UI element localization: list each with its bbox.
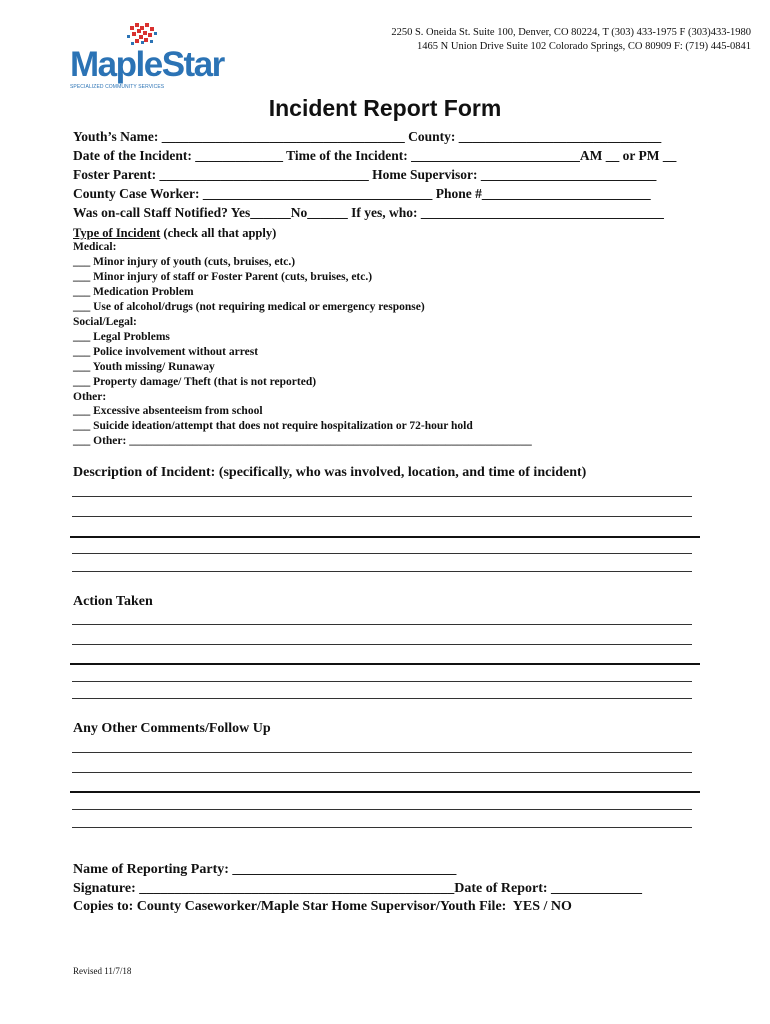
category-medical: Medical:: [73, 241, 117, 253]
checkbox-minor-injury-youth[interactable]: ___ Minor injury of youth (cuts, bruises, etc.): [73, 256, 296, 268]
checkbox-absenteeism[interactable]: ___ Excessive absenteeism from school: [73, 405, 263, 417]
revision-date: Revised 11/7/18: [73, 966, 132, 976]
checkbox-suicide-ideation[interactable]: ___ Suicide ideation/attempt that does not require hospitalization or 72-hour hold: [73, 420, 473, 432]
action-taken-line[interactable]: [72, 681, 692, 682]
checkbox-police-involvement[interactable]: ___ Police involvement without arrest: [73, 346, 259, 358]
logo-tagline: SPECIALIZED COMMUNITY SERVICES: [70, 84, 165, 90]
incident-type-heading-rest: (check all that apply): [160, 226, 277, 240]
checkbox-minor-injury-staff[interactable]: ___ Minor injury of staff or Foster Parent (cuts, bruises, etc.): [73, 271, 373, 283]
comments-line[interactable]: [70, 791, 700, 793]
category-other: Other:: [73, 391, 107, 403]
logo-wordmark: MapleStar: [70, 45, 224, 84]
on-call-staff-field[interactable]: Was on-call Staff Notified? Yes______No______ If yes, who: ____________________________________: [73, 205, 664, 220]
description-heading: Description of Incident: (specifically, who was involved, location, and time of incident): [73, 465, 587, 480]
comments-line[interactable]: [72, 752, 692, 753]
action-taken-heading: Action Taken: [73, 594, 153, 609]
foster-parent-supervisor-field[interactable]: Foster Parent: _______________________________ Home Supervisor: __________________________: [73, 167, 657, 182]
description-line[interactable]: [72, 496, 692, 497]
action-taken-line[interactable]: [72, 698, 692, 699]
description-line[interactable]: [72, 553, 692, 554]
description-line[interactable]: [70, 536, 700, 538]
signature-date-field[interactable]: Signature: _____________________________________________Date of Report: _____________: [73, 881, 643, 896]
checkbox-alcohol-drugs[interactable]: ___ Use of alcohol/drugs (not requiring medical or emergency response): [73, 301, 425, 313]
comments-heading: Any Other Comments/Follow Up: [73, 721, 271, 736]
checkbox-other[interactable]: ___ Other: ______________________________________________________________________: [73, 435, 532, 447]
youth-name-county-field[interactable]: Youth’s Name: ____________________________________ County: ______________________________: [73, 129, 662, 144]
address-line-2: 1465 N Union Drive Suite 102 Colorado Springs, CO 80909 F: (719) 445-0841: [417, 41, 751, 52]
case-worker-phone-field[interactable]: County Case Worker: __________________________________ Phone #_________________________: [73, 186, 651, 201]
action-taken-line[interactable]: [70, 663, 700, 665]
page-title: Incident Report Form: [268, 95, 502, 121]
incident-type-heading-underlined: Type of Incident: [73, 226, 161, 240]
comments-line[interactable]: [72, 827, 692, 828]
description-line[interactable]: [72, 571, 692, 572]
comments-line[interactable]: [72, 809, 692, 810]
checkbox-youth-missing[interactable]: ___ Youth missing/ Runaway: [73, 361, 215, 373]
incident-type-heading: [73, 226, 276, 241]
incident-date-time-field[interactable]: Date of the Incident: _____________ Time of the Incident: _________________________AM __ or PM __: [73, 148, 677, 163]
copies-to-field[interactable]: Copies to: County Caseworker/Maple Star Home Supervisor/Youth File: YES / NO: [73, 899, 572, 914]
checkbox-medication-problem[interactable]: ___ Medication Problem: [73, 286, 194, 298]
checkbox-legal-problems[interactable]: ___ Legal Problems: [73, 331, 170, 343]
action-taken-line[interactable]: [72, 624, 692, 625]
action-taken-line[interactable]: [72, 644, 692, 645]
comments-line[interactable]: [72, 772, 692, 773]
checkbox-property-damage[interactable]: ___ Property damage/ Theft (that is not reported): [73, 376, 317, 388]
category-social-legal: Social/Legal:: [73, 316, 137, 328]
address-line-1: 2250 S. Oneida St. Suite 100, Denver, CO 80224, T (303) 433-1975 F (303)433-1980: [391, 27, 751, 38]
description-line[interactable]: [72, 516, 692, 517]
maplestar-logo: [70, 20, 224, 90]
reporting-party-field[interactable]: Name of Reporting Party: ________________________________: [73, 862, 457, 877]
